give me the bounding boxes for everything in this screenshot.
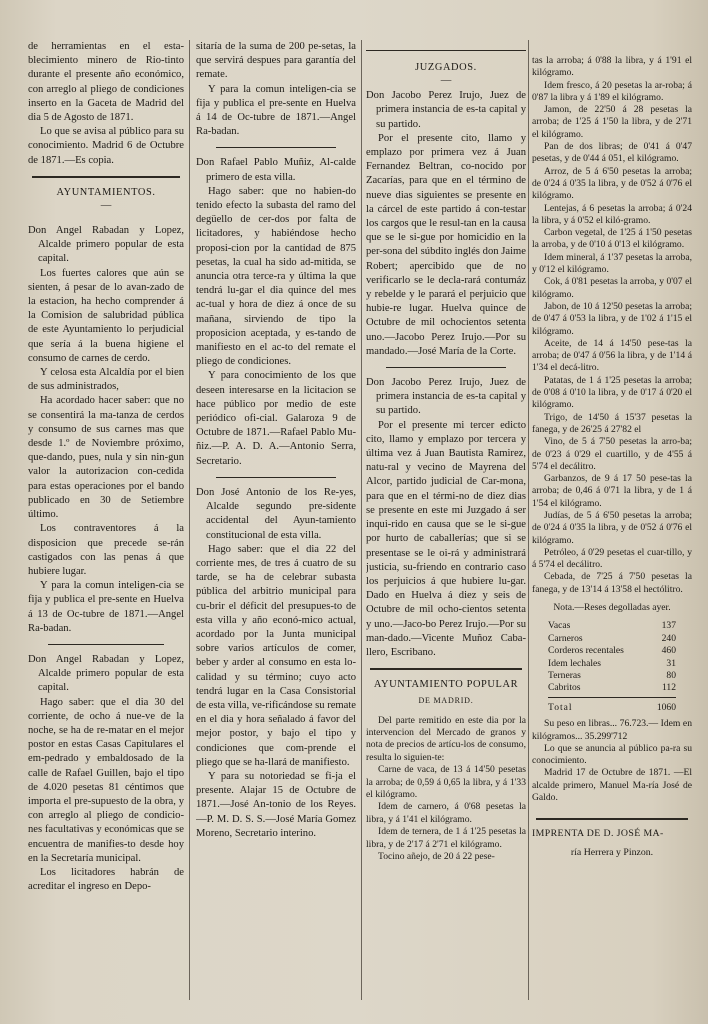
paragraph: Tocino añejo, de 20 á 22 pese-	[378, 851, 495, 862]
edict-title: Don Angel Rabadan y Lopez, Alcalde primero popular de esta capital.	[28, 225, 184, 265]
row-label: Cabritos	[548, 682, 581, 694]
paragraph: sitaría de la suma de 200 pe-setas, la que servirá despues para garantía del remate.	[196, 41, 356, 81]
paragraph: Carbon vegetal, de 1'25 á 1'50 pesetas la arroba, y de 0'10 á 0'13 el kilógramo.	[532, 227, 692, 251]
section-heading: AYUNTAMIENTOS.	[56, 186, 156, 198]
row-label: Terneras	[548, 669, 581, 681]
paragraph: Vino, de 5 á 7'50 pesetas la arro-ba; de 0'23 á 0'29 el cuartillo, y de 4'55 á 5'74 el decálitro.	[532, 436, 692, 472]
total-label: Total	[548, 701, 573, 713]
table-row	[548, 670, 676, 682]
paragraph: Idem de carnero, á 0'68 pesetas la libra, y á 1'41 el kilógramo.	[366, 801, 526, 825]
paragraph: Jamon, de 22'50 á 28 pesetas la arroba; de 1'25 á 1'50 la libra, y de 2'71 el kilógramo.	[532, 104, 692, 140]
dash-ornament: —	[440, 75, 452, 87]
paragraph: Lo que se avisa al público para su conocimiento. Madrid 6 de Octubre de 1871.—Es copia.	[28, 126, 184, 166]
paragraph: Petróleo, á 0'29 pesetas el cuar-tillo, y á 5'74 el decálitro.	[532, 546, 692, 571]
paragraph: Hago saber: que el dia 30 del corriente, de ocho á nue-ve de la noche, se ha de re-matar en el mejor postor en estas Casas Capitulares el em-pedrado y embaldosado de la calle de Rafael Guillen, bajo el tipo de 4.020 pesetas 81 céntimos que importa el pre-supuesto de la obra, y con arreglo al pliego de condicio-nes facultativas y económicas que se encuentra de manifies-to desde hoy en la Secretaría municipal.	[28, 696, 184, 864]
column-2	[196, 40, 356, 1024]
table-row	[548, 645, 676, 657]
row-value: 460	[661, 645, 676, 657]
column-rule	[361, 40, 362, 1000]
row-value: 137	[661, 620, 676, 632]
paragraph: Judías, de 5 á 6'50 pesetas la arroba; de 0'24 á 0'35 la libra, y de 0'52 á 0'76 el kilógramo.	[532, 509, 692, 546]
paragraph: Y para la comun inteligen-cia se fija y publica el pre-sente en Huelva á 14 de Oc-tubre de 1871.—Angel Ra-badan.	[196, 83, 356, 138]
column-rule	[189, 40, 190, 1000]
paragraph: Madrid 17 de Octubre de 1871. —El alcalde primero, Manuel Ma-ría José de Galdo.	[532, 767, 692, 803]
divider	[216, 477, 336, 478]
paragraph: Por el presente cito, llamo y emplazo por primera vez á Juan Fernandez Beltran, co-nocido por Zacarías, para que en el término de nueve dias siguientes se presente en la cárcel de este partido á con-testar los cargos que le resul-tan en la causa que se le si-gue por homicidio en la per-sona del súbdito inglés don Jaime Robert; apercibido que de no verificarlo se le decla-rará contumáz y rebelde y le parará el perjuicio que hubie-re lugar. Huelva quince de Octubre de mil ochocientos setenta uno.—Jacobo Perez Irujo.—Por su mandado.—José María de la Corte.	[366, 132, 526, 357]
divider	[386, 367, 506, 368]
edict-title: Don Jacobo Perez Irujo, Juez de primera instancia de es-ta capital y su partido.	[366, 377, 526, 417]
paragraph: Idem de ternera, de 1 á 1'25 pesetas la libra, y de 2'17 á 2'71 el kilógramo.	[366, 826, 526, 850]
paragraph: Hago saber: que no habien-do tenido efecto la subasta del ramo del degüello de cer-dos por falta de licitadores, y habiéndose hecho proposi-cion por la cantidad de 875 pesetas, la cual ha sido ad-mitida, se anuncia otra terce-ra y última la que tendrá lu-gar el dia quince del mes ac-tual y hora de diez á once de su mañana, sirviendo de tipo la proposicion aceptada, y es-tando de manifiesto en el ac-to del remate el pliego de condiciones.	[196, 185, 356, 368]
table-row	[548, 658, 676, 670]
section-heading: AYUNTAMIENTO POPULAR	[373, 679, 519, 691]
column-1	[28, 40, 184, 1024]
paragraph: Los contraventores á la disposicion que precede se-rán castigados con las penas á que hubiere lugar.	[28, 523, 184, 577]
row-value: 112	[661, 682, 676, 694]
paragraph: Su peso en libras... 76.723.— Idem en kilógramos... 35.299'712	[532, 718, 692, 742]
paragraph: Y para su notoriedad se fi-ja el presente. Alajar 15 de Octubre de 1871.—José An-tonio de los Reyes.—P. M. D. S. S.—José María Gomez Moreno, Secretario interino.	[196, 770, 356, 839]
row-value: 240	[661, 632, 676, 644]
divider	[366, 50, 526, 51]
column-4	[532, 55, 692, 1015]
table-total-row	[548, 697, 676, 714]
paragraph: Por el presente mi tercer edicto cito, llamo y emplazo por tercera y última vez á Juan Bautista Ramirez, natu-ral y vecino de Mayrena del Alcor, partido judicial de Car-mona, para que en el térmi-no de diez dias se presente en este mi Juzgado á ser inqui-rido en causa que se le si-gue por hurto de caballerías; que si se presentase se le oi-rá y administrará justicia, su-friendo en contrario caso los perjuicios á que hubiere lu-gar. Dado en Huelva á diez y seis de Octubre de mil ocho-cientos setenta y uno.—Jaco-bo Perez Irujo.—Por su man-dado.—Vicente Muñoz Caba-llero, Escribano.	[366, 419, 526, 658]
table-row	[548, 633, 676, 645]
paragraph: Pan de dos libras; de 0'41 á 0'47 pesetas, y de 0'44 á 051, el kilógramo.	[532, 141, 692, 165]
table-row	[548, 620, 676, 632]
section-heading: JUZGADOS.	[415, 62, 477, 73]
paragraph: Idem fresco, á 20 pesetas la ar-roba; á 0'87 la libra y á 1'89 el kilógramo.	[532, 79, 692, 103]
paragraph: Jabon, de 10 á 12'50 pesetas la arroba; de 0'47 á 0'53 la libra, y de 1'02 á 1'15 el kilógramo.	[532, 300, 692, 337]
paragraph: Los licitadores habrán de acreditar el ingreso en Depo-	[28, 866, 184, 893]
edict-title: Don Rafael Pablo Muñiz, Al-calde primero de esta villa.	[196, 157, 356, 183]
paragraph: Y para conocimiento de los que deseen interesarse en la licitacion se hace público por medio de este periódico ofi-cial. Galaroza 9 de Octubre de 1871.—Rafael Pablo Mu-ñiz.—P. A. D. A.—Antonio Serra, Secretario.	[196, 370, 356, 467]
row-value: 80	[666, 669, 676, 681]
cattle-table	[548, 620, 676, 714]
printer-imprint: IMPRENTA DE D. JOSÉ MA-	[532, 828, 664, 840]
table-row	[548, 682, 676, 694]
column-rule	[528, 40, 529, 1000]
row-label: Corderos recentales	[548, 645, 624, 657]
paragraph: Del parte remitido en este dia por la intervencion del Mercado de granos y nota de precios de artícu-los de consumo, resulta lo siguien-te:	[366, 714, 526, 763]
edict-title: Don Angel Rabadan y Lopez, Alcalde primero popular de esta capital.	[28, 653, 184, 694]
nota-heading: Nota.—Reses degolladas ayer.	[553, 602, 671, 614]
paragraph: Idem mineral, á 1'37 pesetas la arroba, y 0'12 el kilógramo.	[532, 251, 692, 276]
paragraph: Arroz, de 5 á 6'50 pesetas la arroba; de 0'24 á 0'35 la libra, y de 0'52 á 0'76 el kilógramo.	[532, 165, 692, 202]
dash-ornament: —	[100, 200, 112, 212]
row-label: Carneros	[548, 632, 583, 644]
paragraph: Trigo, de 14'50 á 15'37 pesetas la fanega, y de 26'25 á 27'82 el	[532, 411, 692, 435]
paragraph: Patatas, de 1 á 1'25 pesetas la arroba; de 0'08 á 0'10 la libra, y de 0'17 á 0'20 el kilógramo.	[532, 374, 692, 411]
paragraph: Cebada, de 7'25 á 7'50 pesetas la fanega, y de 13'14 á 13'58 el hectólitro.	[532, 571, 692, 595]
section-subheading: DE MADRID.	[418, 696, 474, 706]
row-label: Idem lechales	[548, 657, 602, 669]
row-value: 31	[666, 657, 676, 669]
paragraph: Lentejas, á 6 pesetas la arroba; á 0'24 la libra, y á 0'52 el kiló-gramo.	[532, 202, 692, 226]
paragraph: Hago saber: que el dia 22 del corriente mes, de tres á cuatro de su tarde, se ha de celebrar subasta pública del arbitrio municipal para cu-brir el déficit del presupues-to de esta villa y año econó-mico actual, acordado por la Junta municipal sobre varios artículos de comer, beber y arder al consumo en esta lo-calidad y su término; cuyo acto tendrá lugar en la Casa Consistorial de esta villa, ve-rificándose su remate en el dia y hora señalado á favor del mejor postor, y bajo el tipo y condiciones que com-prende el pliego que se ha-llará de manifiesto.	[196, 543, 356, 768]
paragraph: Cok, á 0'81 pesetas la arroba, y 0'07 el kilógramo.	[532, 276, 692, 300]
market-report	[366, 715, 526, 864]
paragraph: Y para la comun inteligen-cia se fija y publica el pre-sente en Huelva á 13 de Oc-tubre de 1871.—Angel Ra-badan.	[28, 580, 184, 634]
paragraph: Lo que se anuncia al público pa-ra su conocimiento.	[532, 742, 692, 767]
column-3	[366, 40, 526, 1024]
section-divider	[32, 176, 180, 178]
divider	[216, 147, 336, 148]
paragraph: Ha acordado hacer saber: que no se consentirá la ma-tanza de cerdos y consumo de sus carnes mas que desde 1.º de Noviembre próximo, que-dando, pues, nula y sin nin-gun valor la autorizacion con-cedida para estas operaciones por el bando publicado en 30 de Setiembre último.	[28, 395, 184, 521]
section-divider	[370, 668, 522, 670]
paragraph: Los fuertes calores que aún se sienten, á pesar de lo avan-zado de la estacion, ha hecho comprender á la Comision de salubridad pública de este Ayuntamiento lo perjudicial que sería á la buena higiene el consumo de carnes de cerdo.	[28, 267, 184, 364]
paragraph: de herramientas en el esta-blecimiento minero de Rio-tinto durante el presente año económico, con arreglo al pliego de condiciones inserto en la Gaceta de Madrid del dia 5 de Agosto de 1871.	[28, 41, 184, 124]
paragraph: tas la arroba; á 0'88 la libra, y á 1'91 el kilógramo.	[532, 55, 692, 79]
printer-imprint-line2: ría Herrera y Pinzon.	[570, 846, 654, 858]
divider	[48, 644, 164, 645]
paragraph: Carne de vaca, de 13 á 14'50 pesetas la arroba; de 0,59 á 0,65 la libra, y á 1'33 el kilógramo.	[366, 764, 526, 800]
paragraph: Aceite, de 14 á 14'50 pese-tas la arroba; de 0'47 á 0'56 la libra, y de 1'14 á 1'34 el decá-litro.	[532, 337, 692, 374]
row-label: Vacas	[548, 620, 571, 632]
paragraph: Y celosa esta Alcaldía por el bien de sus administrados,	[28, 367, 184, 393]
total-value: 1060	[656, 701, 676, 713]
edict-title: Don José Antonio de los Re-yes, Alcalde segundo pre-sidente accidental del Ayun-tamiento constitucional de esta villa.	[196, 486, 356, 541]
paragraph: Garbanzos, de 9 á 17 50 pese-tas la arroba; de 0,46 á 0'71 la libra, y de 1 á 1'54 el kilógramo.	[532, 473, 692, 509]
edict-title: Don Jacobo Perez Irujo, Juez de primera instancia de es-ta capital y su partido.	[366, 90, 526, 130]
section-divider	[536, 818, 688, 820]
